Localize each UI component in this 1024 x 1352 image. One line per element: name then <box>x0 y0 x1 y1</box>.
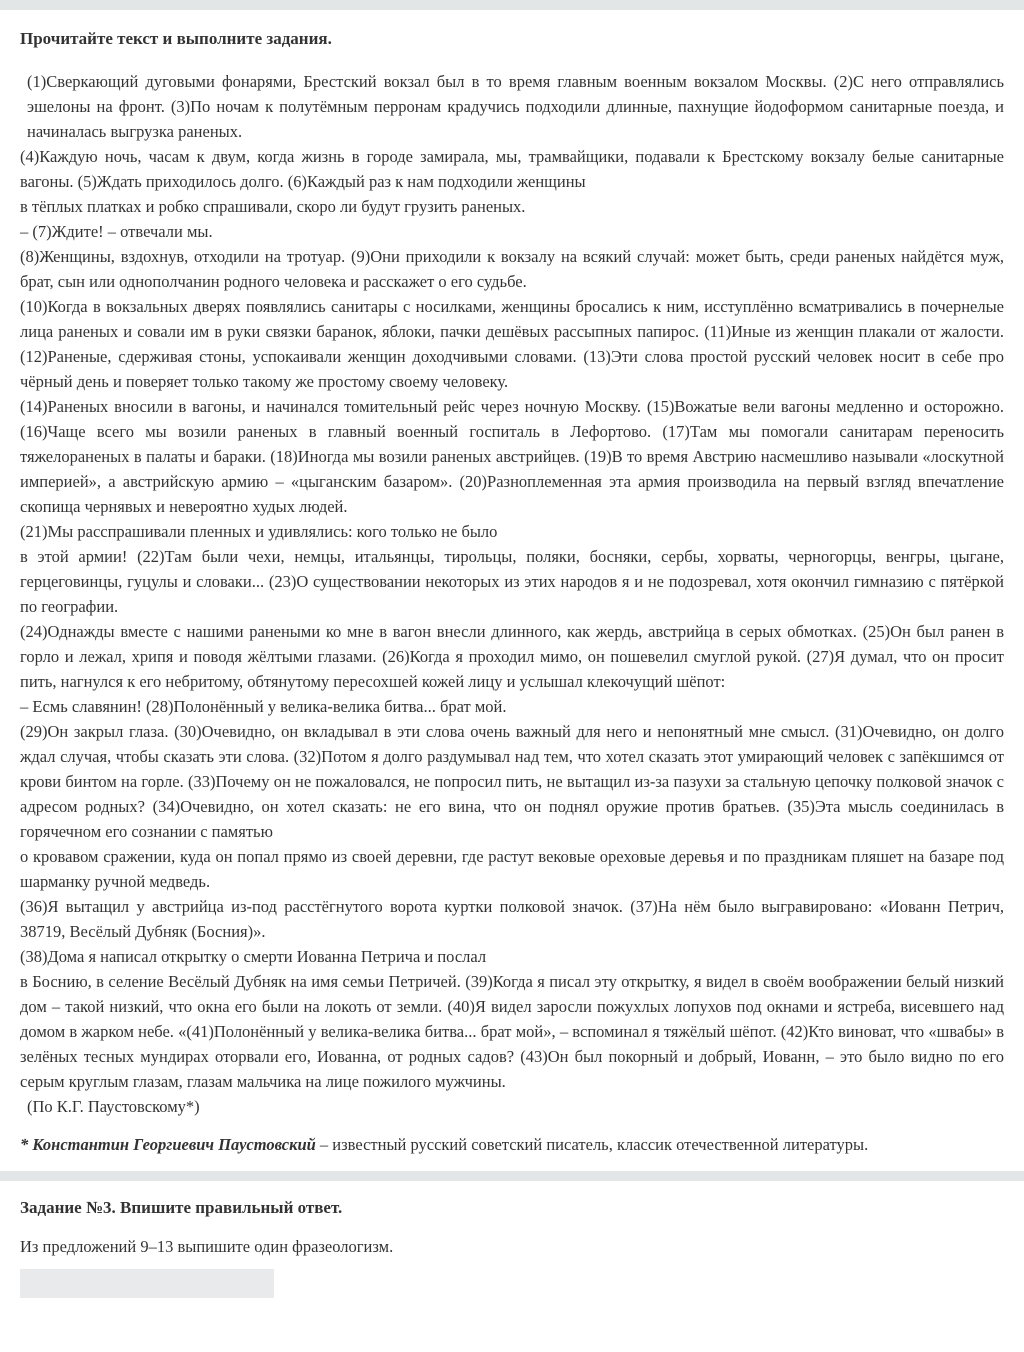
paragraph-5: (8)Женщины, вздохнув, отходили на тротуар. (9)Они приходили к вокзалу на всякий случай: может быть, среди раненых найдётся муж, брат, сын или однополчанин родного человека и расскажет о его судьбе. <box>20 247 1004 291</box>
paragraph-16: в Боснию, в селение Весёлый Дубняк на имя семьи Петричей. (39)Когда я писал эту открытку, я видел в своём воображении белый низкий дом – такой низкий, что окна его были на локоть от земли. (40)Я видел заросли пожухлых лопухов под окнами и ястреба, висевшего над домом в жарком небе. «(41)Полонённый у велика-велика битва... брат мой», – вспоминал я тяжёлый шёпот. (42)Кто виноват, что «швабы» в зелёных тесных мундирах оторвали его, Иованна, от родных садов? (43)Он был покорный и добрый, Иованн, – это было видно по его серым круглым глазам, глазам мальчика на лице пожилого мужчины. <box>20 972 1004 1091</box>
footnote <box>20 1132 1004 1157</box>
paragraph-9: в этой армии! (22)Там были чехи, немцы, итальянцы, тирольцы, поляки, босняки, сербы, хорваты, черногорцы, венгры, цыгане, герцеговинцы, гуцулы и словаки... (23)О существовании некоторых из этих народов я и не подозревал, хотя окончил гимназию с пятёркой по географии. <box>20 547 1004 616</box>
reading-text <box>20 69 1004 1119</box>
paragraph-12: (29)Он закрыл глаза. (30)Очевидно, он вкладывал в эти слова очень важный для него и непонятный мне смысл. (31)Очевидно, он долго ждал случая, чтобы сказать эти слова. (32)Потом я долго раздумывал над тем, что хотел сказать этот умирающий человек с запёкшимся от крови бинтом на горле. (33)Почему он не пожаловался, не попросил пить, не вытащил из-за пазухи за стальную цепочку полковой значок с адресом родных? (34)Очевидно, он хотел сказать: не его вина, что он поднял оружие против братьев. (35)Эта мысль соединилась в горячечном его сознании с памятью <box>20 722 1004 841</box>
instruction-heading: Прочитайте текст и выполните задания. <box>20 29 332 48</box>
paragraph-1: (1)Сверкающий дуговыми фонарями, Брестский вокзал был в то время главным военным вокзалом Москвы. (2)С него отправлялись эшелоны на фронт. (3)По ночам к полутёмным перронам крадучись подходили длинные, пахнущие йодоформом санитарные поезда, и начиналась выгрузка раненых. <box>27 72 1004 141</box>
reading-section <box>0 10 1024 1157</box>
paragraph-8: (21)Мы расспрашивали пленных и удивлялись: кого только не было <box>20 522 498 541</box>
source-attribution: (По К.Г. Паустовскому*) <box>27 1097 200 1116</box>
paragraph-14: (36)Я вытащил у австрийца из-под расстёгнутого ворота куртки полковой значок. (37)На нём было выгравировано: «Иованн Петрич, 38719, Весёлый Дубняк (Босния)». <box>20 897 1004 941</box>
task-question: Из предложений 9–13 выпишите один фразеологизм. <box>20 1237 394 1256</box>
answer-input[interactable] <box>20 1269 274 1298</box>
paragraph-6: (10)Когда в вокзальных дверях появлялись санитары с носилками, женщины бросались к ним, исступлённо всматривались в почернелые лица раненых и совали им в руки связки баранок, яблоки, пачки дешёвых рассыпных папирос. (11)Иные из женщин плакали от жалости. (12)Раненые, сдерживая стоны, успокаивали женщин доходчивыми словами. (13)Эти слова простой русский человек носит в себе про чёрный день и поверяет только такому же простому своему человеку. <box>20 297 1004 391</box>
paragraph-10: (24)Однажды вместе с нашими ранеными ко мне в вагон внесли длинного, как жердь, австрийца в серых обмотках. (25)Он был ранен в горло и лежал, хрипя и поводя жёлтыми глазами. (26)Когда я проходил мимо, он пошевелил смуглой рукой. (27)Я думал, что он просит пить, нагнулся к его небритому, обтянутому пересохшей кожей лицу и услышал клекочущий шёпот: <box>20 622 1004 691</box>
paragraph-11: – Есмь славянин! (28)Полонённый у велика-велика битва... брат мой. <box>20 697 507 716</box>
paragraph-4: – (7)Ждите! – отвечали мы. <box>20 222 213 241</box>
section-divider <box>0 1171 1024 1181</box>
task-section <box>0 1181 1024 1298</box>
footnote-description: – известный русский советский писатель, классик отечественной литературы. <box>315 1135 869 1154</box>
footnote-author: Константин Георгиевич Паустовский <box>32 1135 316 1154</box>
paragraph-3: в тёплых платках и робко спрашивали, скоро ли будут грузить раненых. <box>20 197 526 216</box>
paragraph-15: (38)Дома я написал открытку о смерти Иованна Петрича и послал <box>20 947 487 966</box>
paragraph-13: о кровавом сражении, куда он попал прямо из своей деревни, где растут вековые ореховые деревья и по праздникам пляшет на базаре под шарманку ручной медведь. <box>20 847 1004 891</box>
top-divider <box>0 0 1024 10</box>
paragraph-7: (14)Раненых вносили в вагоны, и начинался томительный рейс через ночную Москву. (15)Вожатые вели вагоны медленно и осторожно. (16)Чаще всего мы возили раненых в главный военный госпиталь в Лефортово. (17)Там мы помогали санитарам переносить тяжелораненых в палаты и бараки. (18)Иногда мы возили раненых австрийцев. (19)В то время Австрию насмешливо называли «лоскутной империей», а австрийскую армию – «цыганским базаром». (20)Разноплеменная эта армия производила на первый взгляд впечатление скопища чернявых и невероятно худых людей. <box>20 397 1004 516</box>
paragraph-2: (4)Каждую ночь, часам к двум, когда жизнь в городе замирала, мы, трамвайщики, подавали к Брестскому вокзалу белые санитарные вагоны. (5)Ждать приходилось долго. (6)Каждый раз к нам подходили женщины <box>20 147 1004 191</box>
footnote-marker: * <box>20 1135 29 1154</box>
task-heading: Задание №3. Впишите правильный ответ. <box>20 1198 343 1217</box>
